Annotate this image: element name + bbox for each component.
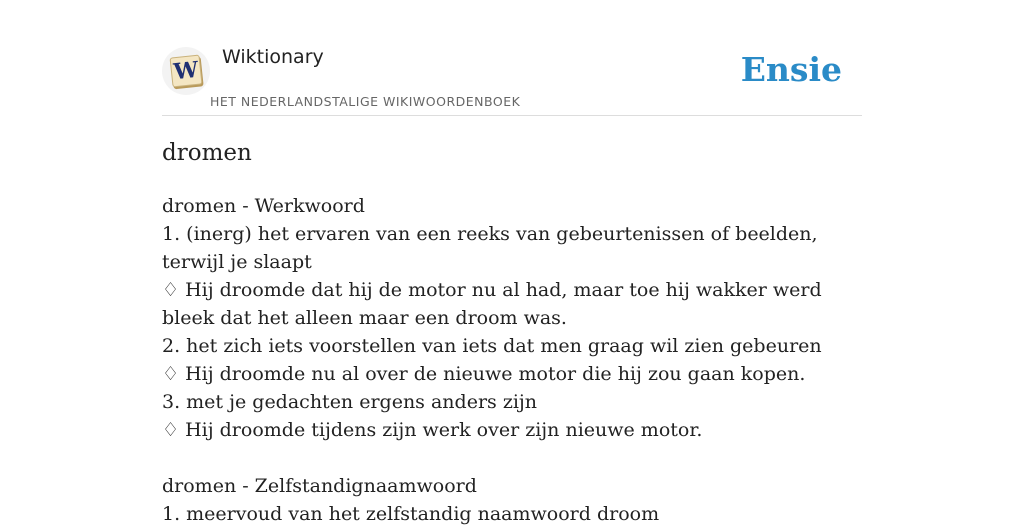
entry-noun	[162, 472, 862, 528]
site-subtitle: HET NEDERLANDSTALIGE WIKIWOORDENBOEK	[210, 94, 521, 109]
site-header	[162, 0, 862, 116]
definition-line: 2. het zich iets voorstellen van iets dat men graag wil zien gebeuren	[162, 335, 822, 357]
definition-line: 1. (inerg) het ervaren van een reeks van gebeurtenissen of beelden, terwijl je slaapt	[162, 223, 818, 273]
page-title: dromen	[162, 140, 252, 166]
example-line: ♢ Hij droomde nu al over de nieuwe motor die hij zou gaan kopen.	[162, 363, 806, 385]
example-line: ♢ Hij droomde dat hij de motor nu al had, maar toe hij wakker werd bleek dat het alleen maar een droom was.	[162, 279, 822, 329]
entry-verb	[162, 192, 862, 444]
logo-letter: W	[172, 56, 200, 86]
wiktionary-logo[interactable]	[162, 47, 210, 95]
definitions	[162, 192, 862, 528]
definition-line: 1. meervoud van het zelfstandig naamwoord droom	[162, 503, 660, 525]
entry-heading: dromen - Zelfstandignaamwoord	[162, 475, 477, 497]
site-name[interactable]: Wiktionary	[222, 46, 324, 68]
entry-spacer	[162, 444, 862, 472]
wiktionary-tile-icon	[170, 55, 203, 88]
page-container	[162, 0, 862, 525]
entry-heading: dromen - Werkwoord	[162, 195, 365, 217]
example-line: ♢ Hij droomde tijdens zijn werk over zijn nieuwe motor.	[162, 419, 703, 441]
ensie-brand-link[interactable]: Ensie	[740, 50, 842, 89]
definition-line: 3. met je gedachten ergens anders zijn	[162, 391, 538, 413]
